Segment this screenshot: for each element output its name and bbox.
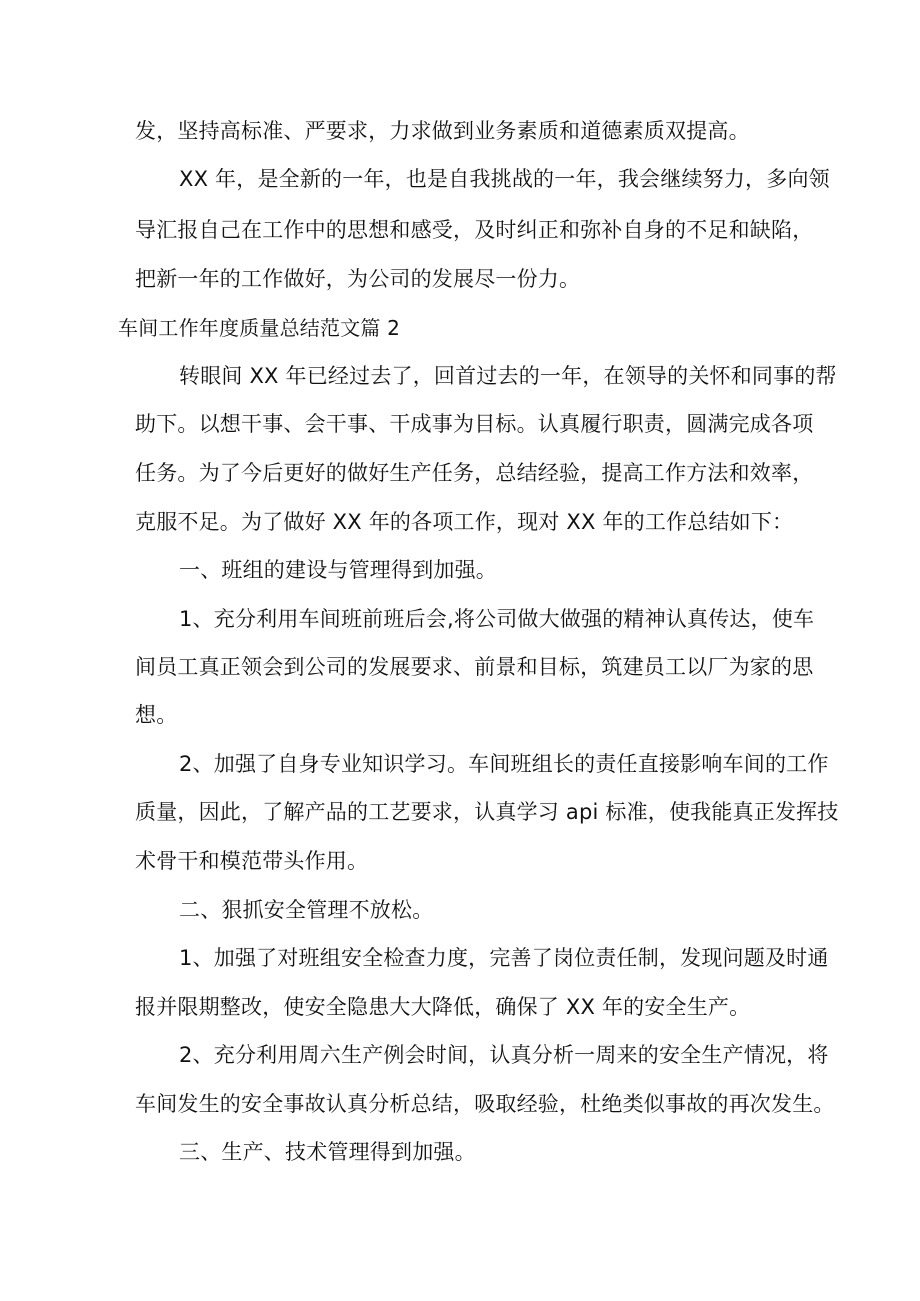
paragraph-line: 把新一年的工作做好，为公司的发展尽一份力。 — [135, 267, 581, 291]
paragraph-line: 三、生产、技术管理得到加强。 — [179, 1140, 476, 1164]
paragraph-line: 任务。为了今后更好的做好生产任务，总结经验，提高工作方法和效率， — [135, 461, 814, 485]
paragraph-line: 1、充分利用车间班前班后会,将公司做大做强的精神认真传达，使车 — [179, 607, 815, 631]
paragraph-line: 导汇报自己在工作中的思想和感受，及时纠正和弥补自身的不足和缺陷， — [135, 218, 814, 242]
paragraph-line: 二、狠抓安全管理不放松。 — [179, 898, 434, 922]
paragraph-line: 车间发生的安全事故认真分析总结，吸取经验，杜绝类似事故的再次发生。 — [135, 1092, 835, 1116]
paragraph-line: 想。 — [135, 703, 178, 727]
paragraph-line: 转眼间 XX 年已经过去了，回首过去的一年，在领导的关怀和同事的帮 — [179, 364, 837, 388]
paragraph-line: 1、加强了对班组安全检查力度，完善了岗位责任制，发现问题及时通 — [179, 946, 829, 970]
paragraph-line: 助下。以想干事、会干事、干成事为目标。认真履行职责，圆满完成各项 — [135, 412, 814, 436]
paragraph-line: 2、充分利用周六生产例会时间，认真分析一周来的安全生产情况，将 — [179, 1043, 829, 1067]
paragraph-line: 术骨干和模范带头作用。 — [135, 849, 369, 873]
paragraph-line: 克服不足。为了做好 XX 年的各项工作，现对 XX 年的工作总结如下： — [135, 510, 794, 534]
paragraph-line: 间员工真正领会到公司的发展要求、前景和目标，筑建员工以厂为家的思 — [135, 655, 814, 679]
paragraph-line: 质量，因此，了解产品的工艺要求，认真学习 api 标准，使我能真正发挥技 — [135, 800, 839, 824]
paragraph-line: 一、班组的建设与管理得到加强。 — [179, 558, 497, 582]
paragraph-line: 2、加强了自身专业知识学习。车间班组长的责任直接影响车间的工作 — [179, 752, 829, 776]
section-heading: 车间工作年度质量总结范文篇 2 — [118, 316, 401, 340]
paragraph-line: XX 年，是全新的一年，也是自我挑战的一年，我会继续努力，多向领 — [179, 167, 830, 191]
paragraph-line: 发，坚持高标准、严要求，力求做到业务素质和道德素质双提高。 — [135, 119, 750, 143]
paragraph-line: 报并限期整改，使安全隐患大大降低，确保了 XX 年的安全生产。 — [135, 995, 751, 1019]
